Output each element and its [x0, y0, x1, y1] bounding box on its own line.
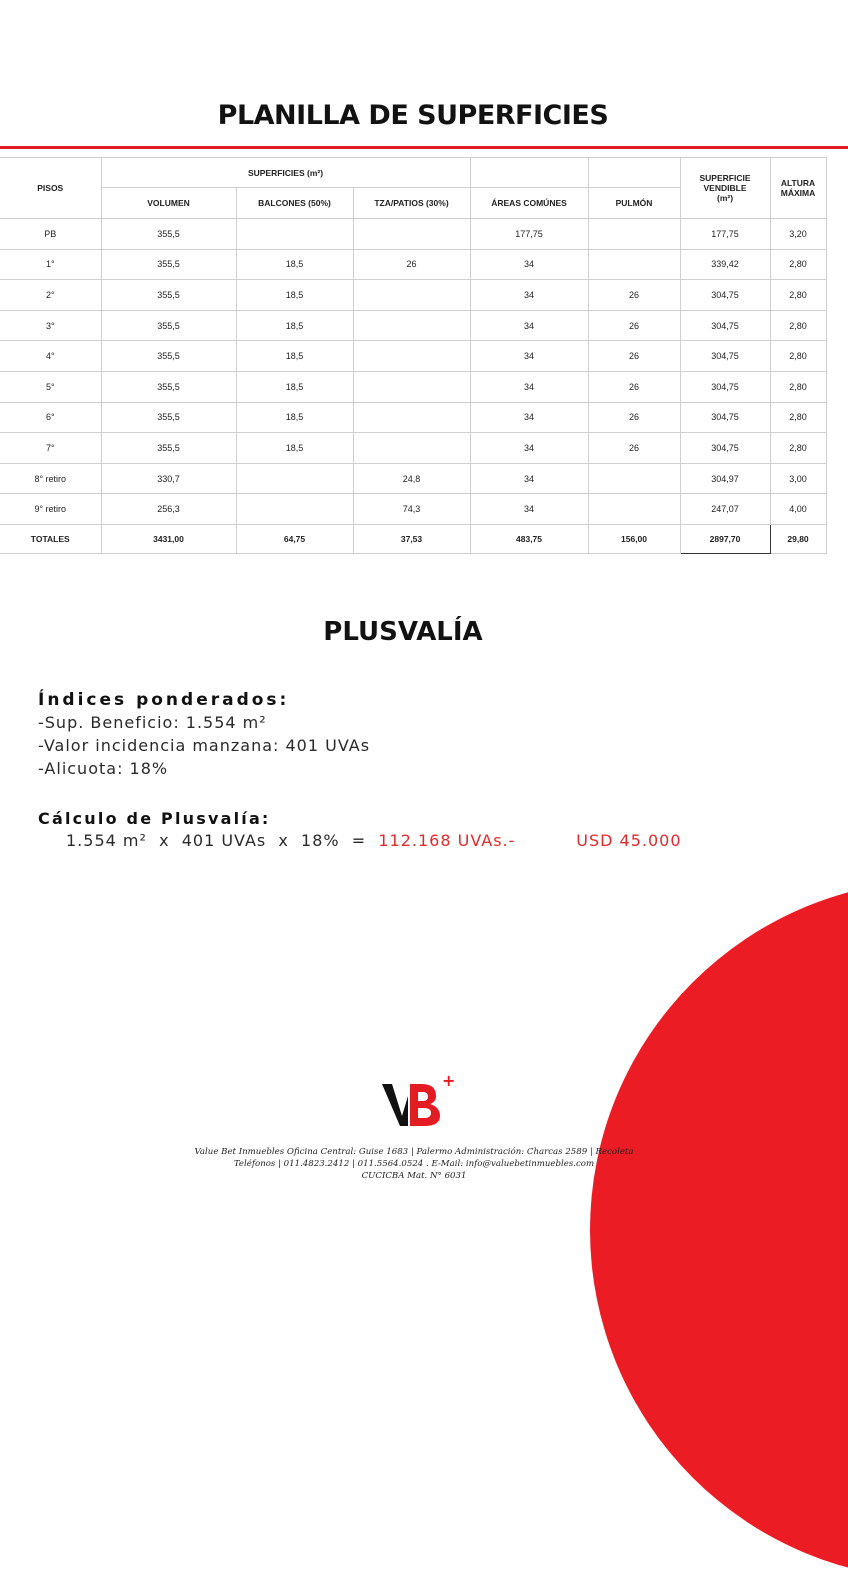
cell-volumen: 355,5: [101, 341, 236, 372]
cell-altura: 2,80: [770, 310, 826, 341]
cell-areas: 34: [470, 249, 588, 280]
table-row: [0, 280, 826, 311]
cell-vendible: 304,75: [680, 341, 770, 372]
cell-piso: 3°: [0, 310, 101, 341]
cell-pulmon: [588, 249, 680, 280]
calc-result: 112.168 UVAs.-: [378, 831, 516, 850]
indices-heading: Índices ponderados:: [38, 690, 290, 710]
cell-pulmon: 26: [588, 433, 680, 464]
cell-balcones: 18,5: [236, 433, 353, 464]
cell-piso: 1°: [0, 249, 101, 280]
cell-totals-tza: 37,53: [353, 524, 470, 553]
cell-tza: [353, 280, 470, 311]
cell-areas: 34: [470, 371, 588, 402]
cell-balcones: 18,5: [236, 341, 353, 372]
cell-balcones: [236, 463, 353, 494]
cell-altura: 2,80: [770, 280, 826, 311]
cell-balcones: [236, 219, 353, 250]
cell-balcones: 18,5: [236, 249, 353, 280]
cell-tza: [353, 310, 470, 341]
cell-areas: 34: [470, 341, 588, 372]
cell-pulmon: [588, 219, 680, 250]
page-title: PLANILLA DE SUPERFICIES: [217, 100, 609, 131]
cell-balcones: 18,5: [236, 371, 353, 402]
cell-totals-vendible: 2897,70: [680, 524, 770, 553]
cell-balcones: 18,5: [236, 280, 353, 311]
cell-volumen: 355,5: [101, 433, 236, 464]
footer-line-2: Teléfonos | 011.4823.2412 | 011.5564.0524 . E-Mail: info@valuebetinmuebles.com: [233, 1159, 595, 1169]
header-areas-comunes: ÁREAS COMÚNES: [470, 188, 588, 219]
table-row: [0, 433, 826, 464]
cell-totals-areas: 483,75: [470, 524, 588, 553]
table-row: [0, 341, 826, 372]
surfaces-table: [0, 157, 827, 554]
cell-tza: [353, 371, 470, 402]
cell-vendible: 304,75: [680, 433, 770, 464]
table-row: [0, 310, 826, 341]
cell-areas: 34: [470, 280, 588, 311]
title-divider: [0, 146, 848, 154]
cell-volumen: 256,3: [101, 494, 236, 525]
cell-vendible: 304,75: [680, 310, 770, 341]
header-altura-maxima: ALTURA MÁXIMA: [770, 158, 826, 219]
header-superficies: SUPERFICIES (m²): [101, 158, 470, 188]
header-pisos: PISOS: [0, 158, 101, 219]
calc-line: [66, 831, 682, 850]
cell-altura: 2,80: [770, 371, 826, 402]
cell-piso: 9° retiro: [0, 494, 101, 525]
cell-pulmon: 26: [588, 341, 680, 372]
cell-vendible: 304,75: [680, 402, 770, 433]
header-tza-patios: TZA/PATIOS (30%): [353, 188, 470, 219]
cell-totals-pulmon: 156,00: [588, 524, 680, 553]
header-superficie-vendible: SUPERFICIE VENDIBLE (m²): [680, 158, 770, 219]
cell-pulmon: 26: [588, 280, 680, 311]
table-row: [0, 219, 826, 250]
cell-tza: 74,3: [353, 494, 470, 525]
cell-tza: [353, 433, 470, 464]
cell-balcones: 18,5: [236, 402, 353, 433]
cell-volumen: 355,5: [101, 310, 236, 341]
cell-volumen: 355,5: [101, 219, 236, 250]
cell-areas: 34: [470, 494, 588, 525]
cell-balcones: 18,5: [236, 310, 353, 341]
header-balcones: BALCONES (50%): [236, 188, 353, 219]
cell-altura: 3,20: [770, 219, 826, 250]
table-row: [0, 371, 826, 402]
cell-altura: 4,00: [770, 494, 826, 525]
red-corner-shape: [590, 880, 848, 1580]
cell-totals-label: TOTALES: [0, 524, 101, 553]
cell-totals-altura: 29,80: [770, 524, 826, 553]
index-valor-incidencia: -Valor incidencia manzana: 401 UVAs: [38, 736, 371, 755]
table-row: [0, 402, 826, 433]
header-blank-1: [470, 158, 588, 188]
cell-volumen: 355,5: [101, 280, 236, 311]
cell-vendible: 304,75: [680, 280, 770, 311]
cell-vendible: 304,97: [680, 463, 770, 494]
cell-tza: [353, 219, 470, 250]
calc-usd: USD 45.000: [576, 831, 682, 850]
cell-altura: 2,80: [770, 433, 826, 464]
cell-volumen: 355,5: [101, 371, 236, 402]
logo-plus: +: [442, 1072, 456, 1090]
cell-tza: 26: [353, 249, 470, 280]
header-volumen: VOLUMEN: [101, 188, 236, 219]
cell-volumen: 355,5: [101, 249, 236, 280]
cell-pulmon: 26: [588, 402, 680, 433]
footer: [150, 1146, 678, 1182]
cell-piso: 6°: [0, 402, 101, 433]
cell-altura: 3,00: [770, 463, 826, 494]
cell-areas: 177,75: [470, 219, 588, 250]
cell-pulmon: [588, 463, 680, 494]
totals-row: [0, 524, 826, 553]
value-bet-logo: [378, 1072, 458, 1132]
cell-pulmon: [588, 494, 680, 525]
cell-totals-balcones: 64,75: [236, 524, 353, 553]
cell-altura: 2,80: [770, 249, 826, 280]
footer-line-1: Value Bet Inmuebles Oficina Central: Guise 1683 | Palermo Administración: Charcas 2589 | Recoleta: [194, 1147, 634, 1157]
plusvalia-title: PLUSVALÍA: [323, 617, 483, 647]
cell-areas: 34: [470, 433, 588, 464]
cell-pulmon: 26: [588, 371, 680, 402]
cell-areas: 34: [470, 310, 588, 341]
table-row: [0, 494, 826, 525]
cell-vendible: 339,42: [680, 249, 770, 280]
cell-areas: 34: [470, 463, 588, 494]
cell-piso: 2°: [0, 280, 101, 311]
index-sup-beneficio: -Sup. Beneficio: 1.554 m²: [38, 713, 267, 732]
cell-piso: PB: [0, 219, 101, 250]
cell-tza: [353, 402, 470, 433]
cell-volumen: 330,7: [101, 463, 236, 494]
cell-tza: [353, 341, 470, 372]
cell-piso: 5°: [0, 371, 101, 402]
cell-balcones: [236, 494, 353, 525]
footer-line-3: CUCICBA Mat. N° 6031: [361, 1171, 467, 1181]
header-pulmon: PULMÓN: [588, 188, 680, 219]
cell-altura: 2,80: [770, 402, 826, 433]
index-alicuota: -Alicuota: 18%: [38, 759, 169, 778]
cell-vendible: 247,07: [680, 494, 770, 525]
cell-piso: 4°: [0, 341, 101, 372]
calc-formula: 1.554 m² x 401 UVAs x 18% =: [66, 831, 379, 850]
cell-totals-volumen: 3431,00: [101, 524, 236, 553]
cell-piso: 8° retiro: [0, 463, 101, 494]
calc-heading: Cálculo de Plusvalía:: [38, 809, 271, 828]
cell-volumen: 355,5: [101, 402, 236, 433]
table-row: [0, 249, 826, 280]
cell-vendible: 177,75: [680, 219, 770, 250]
cell-piso: 7°: [0, 433, 101, 464]
header-blank-2: [588, 158, 680, 188]
cell-altura: 2,80: [770, 341, 826, 372]
cell-vendible: 304,75: [680, 371, 770, 402]
cell-pulmon: 26: [588, 310, 680, 341]
cell-tza: 24,8: [353, 463, 470, 494]
table-row: [0, 463, 826, 494]
cell-areas: 34: [470, 402, 588, 433]
